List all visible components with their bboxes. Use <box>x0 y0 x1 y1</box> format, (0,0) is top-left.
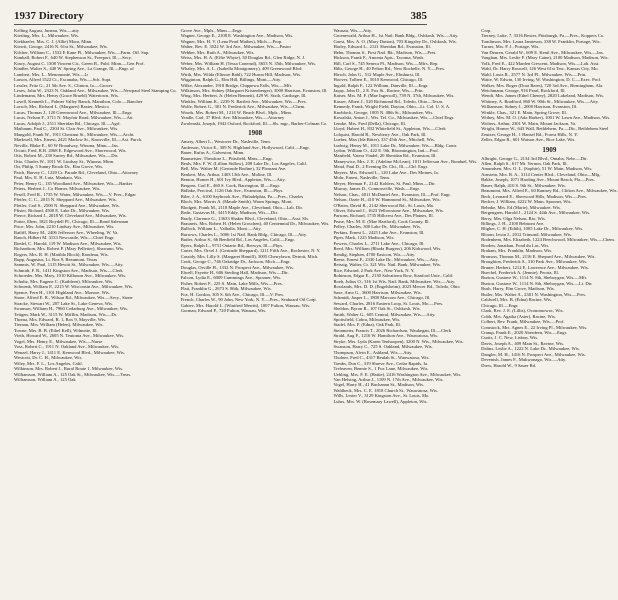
directory-entry: Billings, J. H., 2100 Belmont Ave. <box>481 220 545 226</box>
directory-entry: Jaquy, John D., 2 E. Fox St., Racine, Wis.—Prin. <box>333 87 424 93</box>
directory-entry: Ratliff, Harry M., 2406 Jefferson Ave., Wheeling, W. Va. <box>14 229 119 235</box>
directory-entry: Wigginton, Ralph G., Elm Hill, Billings, Mont.—Atty. <box>180 77 282 83</box>
directory-entry: Rendig, Stephen, 4700 Eastcon, Wis.—Atty. <box>333 251 416 257</box>
directory-entry: Woods, Mrs. Robert M., 1214 W. Beach Blvd., Mpls., Minn. <box>180 109 292 115</box>
directory-entry: Anderson, Victor E., 309 N. Highland Ave., Hollywood, Calif.—Engr. <box>180 144 310 150</box>
directory-entry: Otis, Robert M., 230 Surrey Rd., Milwaukee, Wis.—Dir. <box>14 153 119 159</box>
directory-entry: Wilkinson, Mrs. Robert J., Rural Route 1, Milwaukee, Wis. <box>14 366 124 372</box>
header-rule <box>14 24 427 25</box>
directory-entry: Stryke, Mrs. Lyda (Karen Tenhoopen), 3200 N. Wis., Milwaukee, Wis. <box>333 338 464 344</box>
directory-entry: Steinmeier, Francis T., 2026 Richardson, Waukegan, Ill.—Clerk <box>333 327 452 333</box>
directory-entry: Bode, Gustavus H., 3415 Eddy, Madison, Wis.—Dir. <box>180 210 279 216</box>
directory-entry: Lucas, Thomas J., 120 Greenwood Ave., Milwaukee, Ill.—Engr. <box>14 109 133 115</box>
directory-entry: Spence, Fern H., 1101 Highland Ave., Monroe, Wis. <box>14 289 110 295</box>
directory-entry: Maibaum, Paul C., 2304 St. Clair Ave., Milwaukee, Wis. <box>14 126 119 132</box>
directory-entry: Lorsch, Mrs. Richard L. (Margaret) Baxter, Mexico <box>14 104 109 110</box>
directory-entry: Lydon, William O., 422 E. 9th, Bloomington, Ind.—Prof. <box>333 147 439 153</box>
directory-entry: Riedel, C. Harold, 119 W. Madison Ave., Milwaukee, Wis. <box>14 240 122 246</box>
directory-entry: Kiewit, George, 2416 N. 61st St., Milwaukee, Wis. <box>14 44 108 50</box>
directory-entry: Beaumont, Mrs. Alfred E., 60 Ramsey Rd., Clifton Ave., Milwaukee, Wis. <box>481 188 618 194</box>
directory-entry: Falcon, Lydia E., 6009 Cummings Ave., Spooner, Wis. <box>180 275 282 281</box>
directory-entry: Towne, Mrs. B. B. (Ethel Kell), Wilmette, Ill. <box>14 327 98 333</box>
directory-entry: Robinson, Edgar E., 2130 Salvatierra Row, Stanford Univ., Calif. <box>333 273 454 279</box>
directory-entry: Wills, Lester V., 3129 Kingston Ave., St. Louis, Mo. <box>333 393 430 399</box>
directory-entry: Becker, J. William, 4222 W. Main, Spooner, Wis. <box>481 199 572 205</box>
directory-entry: Schmidt, F. R., 1411 Kingston Ave., Madison, Wis.—Clerk <box>14 267 123 273</box>
directory-entry: Lindemann, Mrs. Henry (Grace Bruehl) Watertown, Wis. <box>14 93 119 99</box>
directory-entry: Saxe, Arno G., 3600 Harrison, Milwaukee, Wis. <box>333 289 422 295</box>
directory-entry: Mead, Paul D., 2 Evening Dr. Chi., Ill.—Chf. Engr. <box>333 164 428 170</box>
directory-entry: Braham, Mrs. Franklin, Madison, Wis. <box>481 248 553 254</box>
directory-entry: Benkert, Mrs. Arthur, 1403 13th Ave., Moline, Ill. <box>180 171 273 177</box>
directory-entry: Maneywicz, Mrs. J. E. (Adeline McLean), 1011 Jefferson Ave., Bonduel, Wis. <box>333 158 478 164</box>
directory-entry: Caldwell, Mrs. B. (Edna) Racine, Wis. <box>481 297 553 303</box>
directory-entry: Vieth, Howard W., 2605 N. Teutonia Ave., Milwaukee, Wis. <box>14 333 125 339</box>
directory-entry: Wagner, Mrs. H. V. (Lena Pearl Mathes), Mich.—Prop. <box>180 38 283 44</box>
directory-entry: Bligher, C. H. (Edith), 1005 Lake Dr., Milwaukee, Wis. <box>481 226 584 232</box>
directory-entry: Wendt, Mrs. James (Ethel Cheney), 2820 Lakeland, Madison, Wis. <box>481 93 604 99</box>
directory-entry: Hehn, Thomas S., First Natl. Bk., Madison, Wis.—Pres. <box>333 49 437 55</box>
directory-entry: Walter, Rev. E. 3522 W. 3rd Ave., Milwaukee, Wis.—Pastor <box>180 44 292 50</box>
directory-entry: Wenzel, Harry J., 1411 E. Kenwood Blvd., Milwaukee, Wis. <box>14 349 125 355</box>
directory-entry: Pfeifer, Carl S., 2500 N. Sheppard Ave., Milwaukee, Wis. <box>14 202 120 208</box>
directory-entry: Zeller, Edgar R., 601 Watson Ave., Rice Lake, Wis. <box>481 137 576 143</box>
directory-entry: Cassidy, Mrs. Lilly S. (Margaret Hamill), 3005 Cherrylawn, Detroit, Mich. <box>180 253 319 259</box>
directory-entry: Burton, Gustave W., 1114 N. 8th, Sheboygan, Wis.—Mfr. <box>481 275 588 281</box>
directory-entry: Meyer, Herman F., 2142 Kohlers, St. Paul, Minn.—Dir. <box>333 180 436 186</box>
directory-entry: Wausau, Wis.—Atty. <box>333 28 373 33</box>
directory-entry: Lofquist, Harold R., Newberry Ave., Oak Park, Ill. <box>333 131 427 137</box>
directory-entry: Curtis, J. C. New, Lisbon, Wis. <box>481 335 539 341</box>
directory-entry: Zeutzer, George H., 1 Hansel Rd., Forest Hills, N. Y. <box>481 131 578 137</box>
directory-entry: Lessler, Fritz G., 21 5th Ave. S., Clinton, Ia.—Grocer <box>14 82 113 88</box>
directory-entry: Stracke, Stewart W., 207 Lake St., Lake Geneva, Wis. <box>14 300 114 306</box>
directory-entry: Clark, Rev. J. E. (Lillis), Oconomowoc, Wis. <box>481 308 564 314</box>
directory-entry: Westcott, Dr. C. H., Milwaukee, Wis. <box>14 355 83 361</box>
directory-entry: Thoma, Mrs. Edward, R. 1, Box 9, Mayville, Wis. <box>14 317 107 323</box>
directory-entry: Davis, Joseph A., 409 Main St., Ravine, Wis. <box>481 340 565 346</box>
directory-title: 1937 Directory <box>14 10 84 22</box>
directory-entry: Kennedy, Frank, Wright Field, Dayton, Ohio—Lt. Col. U. S. A. <box>333 104 451 110</box>
directory-entry: Voss, Robert C., 1911 N. Oakland Ave., Milwaukee, Wis. <box>14 344 120 350</box>
directory-entry: Wing, Mrs. Herbert, Jr. (Helen Bennett), 429 W. Sixth, Carthage, Ill. <box>180 93 307 99</box>
directory-entry: Cobb, Mrs. Agatha (Aster), Racine, Wis. <box>481 313 556 319</box>
directory-entry: Treleaven, Bennie S., 1 Fox Lane, Milwaukee, Wis. <box>333 366 429 372</box>
directory-entry: Roeh, Julius O., 316 1st Wis. Natl. Bank, Milwaukee, Wis.—Atty. <box>333 278 456 284</box>
directory-entry: Wirth, Mrs. Wilda (Elinore Babl), 722 Huron Hill, Madison, Wis. <box>180 71 302 77</box>
directory-entry: Yeadle, Carl, 37 Blvd. Ave. Milwaukee, Wis.—Attorney <box>180 115 285 121</box>
directory-entry: Bauer, Ralph, 410 S. 9th St., Milwaukee, Wis. <box>481 182 566 188</box>
directory-entry: Whaley, Mrs. A. L. (Isabella Montgomery), 409 Greenwood Blvd. <box>180 66 303 72</box>
directory-entry: Bodenhem, Mrs. Elizabeth, 1224 Beechwood, Milwaukee, Wis.—Chem. <box>481 237 615 243</box>
directory-entry: Peters, Herbert J., Co Homer, Milwaukee, Wis. <box>14 186 101 192</box>
directory-entry: Butler, Arthur S., 66 Benfield Rd., Los Angeles, Calif.—Engr. <box>180 237 295 243</box>
directory-entry: Beck, Leonard E., Sherwood Hills, Madison, Wis.—Pres. <box>481 193 587 199</box>
directory-entry: Drew, Harold W., 9 Sauer Rd. <box>481 362 537 368</box>
directory-entry: Baumeister, Theodore L., Pittsfield, Mass.—Engr. <box>180 155 273 161</box>
directory-entry: Amundsen, Mrs. O. L. (Sophie), 51 W. Main, Madison, Wis. <box>481 166 593 172</box>
directory-entry: Schmidt, Jasper L., 1800 Marcom Ave., Chicago, Ill. <box>333 295 431 301</box>
directory-entry: Walker, Mrs. Roger (Dora Bates), 720 3rd Ave., Birmingham, Ala. <box>481 82 604 88</box>
directory-entry: Spottsfield, Cobra, Milwaukee, Wis. <box>333 317 401 323</box>
directory-entry: Chicago, Ill.—Engr. <box>481 302 519 308</box>
directory-entry: Wahl, Louis R., 2577 N. 3rd Pl., Milwaukee, Wis.—Prin. <box>481 71 587 77</box>
directory-entry: Pierce, Richard J., 2018 W. Cleveland Ave., Milwaukee, Wis. <box>14 213 127 219</box>
directory-entry: Sammis, W. Paul, 1115 Hewitt St., Milwaukee, Wis.—Atty. <box>14 262 124 268</box>
directory-entry: Tomlinson, Mrs. Laura Jamieson, 338 W. Franklin, Portage, Wis. <box>481 38 601 44</box>
directory-entry: Loeber, Max (Ida Bitter), 337 45th Ave., Mitchell, Wis. <box>333 137 435 143</box>
directory-entry: Oliver, Edward J., 1623 Yellowstone Ave., Milwaukee, Wis. <box>333 207 444 213</box>
directory-entry: Potter, Eben, 1821 Boydell Pl., Chicago, Ill.—Bond Salesman <box>14 218 129 224</box>
directory-entry: Tiernan, Mrs. William (Helen), Milwaukee, Wis. <box>14 322 104 328</box>
directory-entry: Wahl, Dr. Harry Roswell, 126 West 61st Terr., Kansas City, Mo. <box>481 66 599 72</box>
directory-entry: Wolters, Arthur, 2301 W. Main, Mount Jackson, Va. <box>481 120 577 126</box>
directory-entry: Smith, Walter G., 605 Central, Milwaukee, Wis.—Atty. <box>333 311 436 317</box>
directory-entry: Pfister, Richard, 4500 E. Lake Dr., Milwaukee, Wis. <box>14 207 110 213</box>
directory-entry: Vogel, Harry H., 41 Buchanan St., Madison, Wis. <box>333 382 425 388</box>
directory-entry: Hill, Carl S., 745 Seneca Pl., Madison, Wis.—Mfrs. Rep. <box>333 60 439 66</box>
directory-entry: Neville, Blake E., 60 W Broadway, Winona, Minn.—Ins. <box>14 142 119 148</box>
directory-entry: Tierney, Luke, 7, 3316 Bexter, Pittsburgh, Pa.—Pres., Koppers Co. <box>481 33 605 39</box>
directory-entry: Bloom, Irwin J., 2012 Trimond, Milwaukee, Wis. <box>481 231 572 237</box>
directory-entry: Rogers, Mrs. R. H. (Matilda Bloch), Rondeau, Wis. <box>14 251 109 257</box>
directory-entry: Pelley, Charles, 300 Lake Dr., Milwaukee, Wis. <box>333 224 421 230</box>
directory-entry: Swanson, Harry C., 725 S. Oakland, Milwaukee, Wis. <box>333 344 433 350</box>
directory-entry: Burrows, Charles L., 5006 1st Natl. Bank Bldg., Chicago, Ill.—Atty. <box>180 231 307 237</box>
directory-entry: Piper, Mark, 1225 Madison, Wis. <box>333 235 395 241</box>
directory-entry: Berry, Mrs. Olga Nelson, Rio, Wis. <box>481 215 546 221</box>
directory-entry: Arnstein, Mrs. R. A., 3114 Center Blvd., Cleveland, Ohio—Mfg. <box>481 171 601 177</box>
directory-entry: Bergengren, Harold J., 2124 S. 44th Ave., Milwaukee, Wis. <box>481 210 591 216</box>
directory-entry: Richardson, Mrs. Robert P. (Mary Pelletier), Shawano, Wis. <box>14 246 125 252</box>
directory-entry: Cramp, Frank E., 2020 Aberdeen, Wis.—Engr. <box>481 330 567 336</box>
directory-entry: Ingold, Ralph F., 122 William, Danville, Ill.—Engr. <box>333 82 429 88</box>
directory-columns <box>14 28 618 593</box>
directory-entry: Bronson, Thomas M., 2116 E. Shepard Ave., Milwaukee, Wis. <box>481 253 596 259</box>
directory-entry: Butler, Mrs. Walter A., 2301 N. Washington, Wis.—Pres. <box>481 291 587 297</box>
directory-entry: Williamson, William A., 125 Oak St., Milwaukee, Wis.—Treas. <box>14 371 132 377</box>
directory-entry: Biler, J. A., 6100 Saybrook Ave., Philadelphia, Pa.—Pres., Charles <box>180 193 304 199</box>
directory-entry: Orcutt, Fred, R.R. 2068 E. Edgewood Ave., Shorewood, Wis. <box>14 147 127 153</box>
directory-entry: Teitgen, Mark W., 3115 W. Mifflin, Madison, Wis.—Dr. <box>14 311 118 317</box>
directory-entry: Groenewald, Arthur H., 1st Natl. Bank Bldg., Oshkosh, Wis.—Atty. <box>333 33 459 39</box>
directory-entry: Carter, Mrs. Orvel J. (Gertrude Sheppard), 1211 Fifth Ave., Rochester, N. Y. <box>180 248 321 254</box>
directory-entry: Elwell, Fayette H., 606 Sterling Hall, Madison, Wis.—Dir. <box>180 270 289 276</box>
directory-entry: Corp. <box>481 28 492 33</box>
directory-entry: Wiley, Mrs. F. L., Los Angeles, Calif. <box>14 360 83 366</box>
directory-entry: Burton, Gustave W., 1114 N. 8th, Sheboygan, Wis.—Lt. Dir. <box>481 280 593 286</box>
directory-entry: Kilcher, William C., 1532 E Kane Pl., Milwaukee, Wis.—Farm. Off. Sup. <box>14 49 150 55</box>
directory-entry: Kiesling, Mrs. L., Milwaukee, Wis. <box>14 33 80 39</box>
directory-entry: Vaughan, Mrs. Leslie F. (Mary Caine), 2100 Madison, Madison, Wis. <box>481 55 609 61</box>
directory-entry: Kindler, Walter S., 440 W. Spring Ave., La Grange, Ill.—Engr. of <box>14 66 134 72</box>
directory-entry: Borden, Jonathan, Fond du Lac, Wis. <box>481 242 550 248</box>
directory-entry: Mangold, Frank W., 1911 Chestnut St., Milwaukee, Wis.—Archt. <box>14 131 135 137</box>
directory-entry: Stone, Alfred E. R., Wilson Rd., Milwaukee, Wis.—Secy., Stone <box>14 295 133 301</box>
directory-entry: Albright, George G., 2134 3rd Blvd., Omaha, Nebr.—Dir. <box>481 155 588 161</box>
directory-entry: Dangler, M. H., 1416 N. Prospect Ave., Milwaukee, Wis. <box>481 351 586 357</box>
directory-entry: Lucas, Adolph J., 2511 Sheridan Rd., Chicago, Ill.—Agrl. <box>14 120 121 126</box>
directory-entry: Webber, Mrs. Ruth A., Milwaukee, Wis. <box>180 49 255 55</box>
directory-entry: O'Brien, David B., 2142 Sherwood Rd., St. Louis, Mo. <box>333 202 435 208</box>
directory-entry: Nelson, Chas., 4011 McDaniel Ave., Evanston, Ill.—Prof. Engr. <box>333 191 451 197</box>
directory-entry: Uehling, Mrs. F. E. (Hattie), 2416 Washington Ave., Milwaukee, Wis. <box>333 371 462 377</box>
directory-entry: Wagner, George E., 2108 E. Washington Ave., Madison, Wis. <box>180 33 294 39</box>
directory-entry: Weichmann, George, 916 Pearl, Rockford, Ill. <box>481 87 566 93</box>
directory-entry: Schwenk, William P., 2215 W. Wisconsin Ave., Milwaukee, Wis. <box>14 284 134 290</box>
directory-entry: Bauer, Rufus A., Galveston, Minn. <box>180 150 245 156</box>
directory-entry: Byers, Ralph L., 9731 Ontario Rd., Berwyn, Ill.—Phys. <box>180 242 284 248</box>
directory-entry: Brauneis, Mrs. Robert H. (Helen Groschen), 40 Centennial Dr., Milwaukee, Wis. <box>180 220 330 226</box>
directory-entry: Meyers, Mrs. Edward L., 120 Lake Ave., Des Moines, Ia. <box>333 169 439 175</box>
directory-entry: Bergren, Carl E., 460 S. Cook, Barrington, Ill.—Engr. <box>180 182 281 188</box>
directory-entry: Mohr, Ernest, Nashville, Tenn. <box>333 175 390 181</box>
directory-entry: Wahlbeck, Mrs. C. E. 1818 Church St., Wauwatosa, Wis. <box>333 387 439 393</box>
directory-entry: Pfeifer, C. C., 2015 N. Sheppard Ave., Milwaukee, Wis. <box>14 197 117 203</box>
directory-entry: Cook, George C., 746 Oakridge Dr., Jackson, Mich.—Engr. <box>180 259 291 265</box>
directory-entry: Stadel, Mrs. F. (Edna), Oak Park, Ill. <box>333 322 401 328</box>
directory-entry: Amery, Albert L., Westover Dr., Nashville, Tenn. <box>180 139 271 145</box>
directory-entry: Volk, Fred E., 422 Marden Crescent, Madison, Wis.—Lab. Asst. <box>481 60 600 66</box>
directory-entry: Sheldon, Byron R., 107 Oak St., Oshkosh, Wis. <box>333 306 421 312</box>
directory-entry: Winkler, William K., 2239 N. Bartlett Ave., Milwaukee, Wis.—Pres. <box>180 98 307 104</box>
directory-entry: Thompson, Alvin E., Ashland, Wis.—Atty. <box>333 349 413 355</box>
directory-entry: Williamson, William A., 125 Oak <box>14 377 76 382</box>
directory-entry: Allen, Ralph S., 617 Mt. Vernon, Oak Park, Ill. <box>481 160 568 166</box>
directory-entry: Murray, James D., Connorsville, Wash.—Engr. <box>333 186 420 192</box>
column-3 <box>333 28 477 593</box>
directory-entry: Behnke, Mrs. Ed (Marie), Milwaukee, Wis. <box>481 204 561 210</box>
directory-entry: Gorman, Edward P., 720 Fulton, Wausau, Wis. <box>180 308 267 314</box>
directory-entry: Comstock, Mrs. Agnes E., 22 Irving Pl., Milwaukee, Wis. <box>481 324 588 330</box>
directory-entry: Weber, Mrs. William H. (Tessa Conerud), 3653 N. 35th, Milwaukee, Wis. <box>180 60 317 66</box>
directory-entry: Wright, Homer W., 643 Wall, Bethlehem, Pa.—Dir., Bethlehem Steel <box>481 126 609 132</box>
directory-entry: Devenish, James F., Mukwonago, Wis.—Atty. <box>481 357 567 363</box>
directory-entry: Flatt, Franklin G., 2673 S. 86th, Milwaukee, Wis. <box>180 286 272 292</box>
directory-entry: Strahl, Aug F., 1216 W. Hamilton Ave., Wauwatosa, Wis. <box>333 333 439 339</box>
column-1 <box>14 28 177 593</box>
directory-entry: Manfield, Vatera Vindel, 20 Sheridan Rd., Evanston, Ill. <box>333 153 437 159</box>
directory-entry: Parsons, Richard, 1735 Hillcrest Ave., Des Plaines, Ill. <box>333 213 434 219</box>
directory-entry: Withey, Mrs. M. O. (Ada Harker), 1001 W. Lawn Ave., Madison, Wis. <box>481 115 611 121</box>
class-year-heading: 1908 <box>248 129 263 138</box>
directory-entry: Bell, Mrs. Walter M. (Gertrude Bodine), 32 Pleasant Ave. <box>180 166 287 172</box>
directory-entry: Rupp, Augustus, Lt. Box 9, Beaumont, Texas <box>14 257 98 263</box>
directory-entry: Nelson, Ozzie H., 410 W. Hammond St., Milwaukee, Wis. <box>333 197 441 203</box>
directory-entry: Vogel, Mrs. Henry E., Milwaukee, Wis.—Nurse <box>14 338 103 344</box>
directory-entry: Schroeder, Mrs. Mary, 1010 Kilbourn Ave., Milwaukee, Wis. <box>14 273 127 279</box>
directory-entry: Rowlands, Mrs. D. D. (Engelsheim), 2023 Mercer Rd., Toledo, Ohio <box>333 284 460 290</box>
directory-entry: Ludwig, Henry M., 1011 Lake Dr., Milwaukee, Wis.—Bldg. Contr. <box>333 142 458 148</box>
directory-entry: Weiss, Mrs. H. A. (Effie Whyte), 30 Douglas Rd., Glen Ridge, N. J. <box>180 55 306 61</box>
directory-entry: Kasser, Albert J., 520 Richmond Rd., Toledo, Ohio—Texas <box>333 98 443 104</box>
directory-entry: Beals, Mrs. F. W. (Lillian Sidlow), 208 Lake Dr., Los Angeles, Calif. <box>180 160 308 166</box>
directory-entry: Whitney, A. Bradford, 860 W. 90th St., Milwaukee, Wis.—Atty. <box>481 98 599 104</box>
directory-entry: Zwolenski, Joseph, 1942 Oxford, Rockford, Ill.—Sls. mgr., Barber-Colman Co. <box>180 120 328 126</box>
directory-entry: Harley, Edward L., 2121 Sheridan Rd., Evanston, Ill. <box>333 44 431 50</box>
directory-entry: Bush, Harry, Elm Grove, Madison, Wis. <box>481 286 555 292</box>
directory-entry: Hirsch, John G., 512 Maple Ave., Elmhurst, Ill. <box>333 71 421 77</box>
column-2 <box>181 28 330 593</box>
directory-entry: Luhrs, Mrs. W. (Rosemary Lawell), Appleton, Wis. <box>333 398 428 404</box>
directory-entry: Schultz, Mrs. Eugene C. (Kathleen), Milwaukee, Wis. <box>14 278 114 284</box>
directory-entry: Wilkinson, Mrs. Sidney (Margaret Kristenberger), 3000 Harrison, Evanston, Ill. <box>180 87 328 93</box>
directory-entry: Williamson, Sidney J., 2000 Harrison, Evanston, Ill. <box>481 104 578 110</box>
directory-entry: Kowalski, Anton J., Wis. Tel. Co., Milwaukee, Wis.—Chief Engr. <box>333 115 455 121</box>
directory-entry: Lambert, Mrs. L., Menomonie, Wis.—lr <box>14 71 88 77</box>
directory-entry: Hoover, Tolbert E., 5010 Kenwood, Chicago, Ill. <box>333 77 424 83</box>
directory-entry: Markwell, Mrs. Ernest, 2421 Marlow St., Knoxville, Ill.—Ast. Purch. <box>14 137 143 143</box>
directory-entry: Patch, Harvey C., 1220 Cr. Parade Rd., Cleveland, Ohio—Attorney <box>14 169 139 175</box>
directory-entry: Douglas, Orville H., 1332 N. Prospect Ave., Milwaukee, Wis. <box>180 264 294 270</box>
directory-entry: Bruner, Herbert, 1212 E. Lawrence Ave., Milwaukee, Wis. <box>481 264 589 270</box>
directory-entry: Bakke, Joseph, 1071 Harding Ave., Mount Beach, Fla.—Pres. <box>481 177 595 183</box>
directory-entry: Otto, Charles W., 1011 W. Lindsay St., Winona, Minn. <box>14 158 115 164</box>
directory-entry: Reissig, Walter, Cr. 321 Wis. Natl. Bank, Milwaukee, Wis. <box>333 262 441 268</box>
directory-entry: Lucas, Nelson F., 3711 N. Mayfair Road, Milwaukee, Wis.—Att. <box>14 115 134 121</box>
page-header <box>14 10 427 24</box>
directory-entry: Lemke, Mrs. Fred (Della), Chicago, Ill. <box>333 120 406 126</box>
directory-entry: Fisher, Robert F., 225 S. Main, Lake Mills, Wis.—Pres. <box>180 280 283 286</box>
directory-entry: Van Helsing, Arthur J., 1109 N. 17th Ave., Milwaukee, Wis. <box>333 377 444 382</box>
directory-entry: Hickson, Frank F., Amonia Apts., Tacoma, Wash. <box>333 55 424 61</box>
directory-entry: Bidlake, Percival, 1126 Oak Ave., Evanston, Ill.—Phys. <box>180 188 284 194</box>
directory-entry: Knoblock, George, 1005 N. 48th St., Milwaukee, Wis. <box>333 109 434 115</box>
directory-entry: Bullock, William L., Valhalla, Mont.—Atty. <box>180 226 262 232</box>
directory-entry: Benton, Homer H., 601 Ivy Blvd., Appleton, Wis.—Atty. <box>180 177 286 183</box>
directory-entry: Wilke, Alexander, 1918 Bridge, Chippewa Falls, Wis.—Mfr. <box>180 82 293 88</box>
directory-entry: Tombs, Don C., 319 Shreve Ave., Cedar Rapids, Ia. <box>333 360 429 366</box>
directory-entry: Grove Ave., Mpls., Minn.—Engr. <box>180 28 243 33</box>
directory-entry: Hilts, George H., 40 Pelton Rd., New Rochelle, N. Y.—Pres. <box>333 66 445 72</box>
directory-entry: Kelling August, Juneau, Wis.—atty <box>14 28 80 33</box>
directory-entry: Ott, Philip, 5 Sunny Brook Dr., Elm Grove, Wis. <box>14 164 104 170</box>
directory-entry: Powers, Charles L., 2711 Lake Ave., Chicago, Ill. <box>333 240 425 246</box>
directory-entry: Waite, W. Edwin, 130 Irving, W. Washington, D. C.—Exec. Prof. <box>481 77 602 83</box>
directory-entry: Price, Mrs. John, 2210 Lindsay Ave., Milwaukee, Wis. <box>14 224 115 230</box>
directory-entry: Dalins, Leslie A., 1222 N. Lake Dr., Milwaukee, Wis. <box>481 346 580 352</box>
directory-entry: Buechel, Frederick A. (Jennie), Peoria, Ill. <box>481 270 559 276</box>
directory-entry: Reed, Mrs. William (Rhoda Burgess), 206 Kirkwood, Wis. <box>333 246 442 252</box>
directory-entry: Kaiser, Mrs. M. F. (Mae Ingersoll), 739 N. 37th, Milwaukee, Wis. <box>333 93 455 99</box>
directory-entry: Rauch, Hilbert M. 3133 Newcastle, Wis.—Chief Engr. <box>14 235 115 241</box>
directory-entry: Lovell, Kenneth L., Palmer Valley Ranch, Marathon, Colo.—Rancher <box>14 98 143 104</box>
directory-entry: Turner, Mrs. P. J., Portage, Wis. <box>481 44 540 50</box>
directory-entry: Kimball, Robert F., 640 W. Stephenson St., Freeport, Ill.—Secy. <box>14 55 132 61</box>
directory-entry: Fox, H. Gordon, 305 S. 6th Ave., Chicago, Ill.—V. Pres. <box>180 291 285 297</box>
directory-entry: French, Charles W., 90 John, New York, N. Y.—Pres., Seaboard Oil Corp. <box>180 297 317 303</box>
directory-entry: Swanson, William H., 7960 Cedarburg Ave., Milwaukee, Wis. <box>14 306 129 312</box>
page-number: 385 <box>410 10 427 22</box>
directory-entry: Broughton, Frederick S., 310 Park Ave., Milwaukee, Wis. <box>481 259 588 265</box>
directory-entry: Winkle, Chas., 321 E. Main, Spring Grove, Ill. <box>481 109 567 115</box>
directory-entry: Kincy, August C. 1308 Vincent Cir., Green B., Publ. Minn.—Gen Prof. <box>14 60 145 66</box>
directory-entry: Larson, Alfred 1522 Ct., Escanaba, Wis.—Sch. Supt. <box>14 77 112 83</box>
directory-entry: Wolfe, Robert G., 301 N. Frederick Ave., Milwaukee, Wis.—Chem. <box>180 104 306 110</box>
directory-entry: Peter, Henry G., 135 Woodland Ave., Milwaukee, Wis.—Banker <box>14 180 133 186</box>
directory-entry: Tholner, Fred C., 4317 Beulah St., Wauwatosa, Wis. <box>333 355 430 361</box>
directory-entry: Perkins, Ernest L., 2425 Lake Ave., Evanston, Ill. <box>333 229 425 235</box>
directory-entry: Lexes, John W., 2323 N. Oakland Ave., Milwaukee, Wis.—Newpaul Steel Stamping Co. <box>14 87 177 93</box>
directory-entry: Pease, Mrs. M. E. (Mae Hartford), Cook County, Ill. <box>333 218 430 224</box>
directory-entry: Brady, Clarence G., 13633 Shaker Blvd., Cleveland, Ohio—Asst. Sls. <box>180 215 310 221</box>
directory-entry: Gabiev, Mrs. Harold L. (Winifred Merritt), 1007 Fulton, Wausau, Wis. <box>180 302 311 308</box>
directory-entry: Reese, Ernest F., 2330 Lake Dr., Milwaukee, Wis.—Atty. <box>333 257 439 263</box>
directory-entry: Rice, Edward, 2 Park Ave., New York, N. Y. <box>333 267 415 273</box>
column-4 <box>481 28 617 593</box>
directory-entry: Blodgett, Frank M., 2118 Maple Ave., Cleveland, Ohio—Lab. Dir. <box>180 204 303 210</box>
directory-entry: Lloyd, Hubert H., 832 Whitefield St., Appleton, Wis.—Clerk <box>333 126 446 132</box>
directory-entry: Kiekhaefer, Mrs. C. J. (Allie) Mora, Minn. <box>14 38 93 44</box>
directory-entry: Guest, Mrs. A. O. (Mary Dutton), 703 Kingsley Dr., Oshkosh, Wis. <box>333 38 457 44</box>
directory-entry: Bloch, Mrs. Morris A. (Maude Smith), Warm Springs, Mont. <box>180 199 293 205</box>
class-year-heading: 1909 <box>542 145 557 154</box>
directory-entry: Colbert, Rev. Frank, Milwaukee, Wis.—Prof. <box>481 319 565 325</box>
directory-entry: Paul, Mrs. E. H. Lutz, Mankato, Wis. <box>14 175 83 181</box>
directory-entry: Pesell, Fred R., 1735 W. Water, Milwaukee, Wis.—V. Pres., Edgar <box>14 191 136 197</box>
directory-entry: Van Deuren, Gerald W., 609 E. Kenil Ave., Milwaukee, Wis.—Ins. <box>481 49 604 55</box>
directory-entry: Seward, Charles, 2816 Eastern Loop, St. Louis, Mo.—Pres. <box>333 300 444 306</box>
